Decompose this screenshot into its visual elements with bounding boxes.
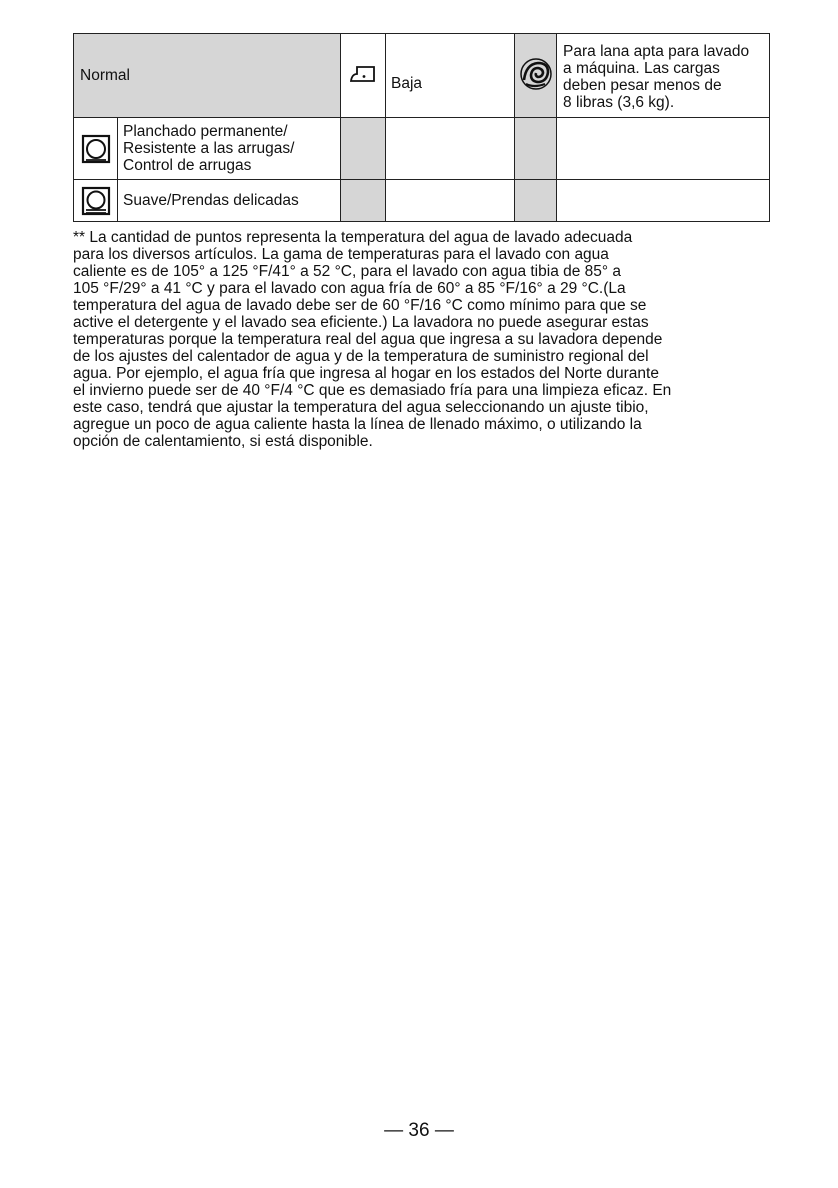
cycle-text-line: Control de arrugas (123, 157, 252, 174)
empty-cell (515, 118, 557, 180)
footnote (73, 229, 773, 450)
empty-cell (557, 180, 770, 222)
footnote-line: ** La cantidad de puntos representa la temperatura del agua de lavado adecuada (73, 229, 633, 246)
wool-text-line: deben pesar menos de (563, 76, 722, 94)
iron-low-icon (349, 64, 377, 84)
footnote-line: temperaturas porque la temperatura real del agua que ingresa a su lavadora depende (73, 331, 663, 348)
care-table (73, 33, 770, 222)
table-row (74, 180, 770, 222)
empty-cell (341, 180, 386, 222)
footnote-line: 105 °F/29° a 41 °C y para el lavado con agua fría de 60° a 85 °F/16° a 29 °C.(La (73, 280, 626, 297)
cycle-text-line: Resistente a las arrugas/ (123, 140, 295, 157)
empty-cell (557, 118, 770, 180)
footnote-line: el invierno puede ser de 40 °F/4 °C que es demasiado fría para una limpieza eficaz. En (73, 382, 672, 399)
footnote-line: para los diversos artículos. La gama de temperaturas para el lavado con agua (73, 246, 609, 263)
wool-icon-cell (515, 34, 557, 118)
wool-mark-icon (519, 57, 553, 91)
empty-cell (386, 118, 515, 180)
footnote-line: temperatura del agua de lavado debe ser de 60 °F/16 °C como mínimo para que se (73, 297, 647, 314)
footnote-line: opción de calentamiento, si está disponible. (73, 433, 373, 450)
wash-icon-cell (74, 118, 118, 180)
iron-cell (341, 34, 386, 118)
page-number: — 36 — (384, 1120, 454, 1141)
footnote-line: active el detergente y el lavado sea eficiente.) La lavadora no puede asegurar estas (73, 314, 649, 331)
footnote-line: agregue un poco de agua caliente hasta la línea de llenado máximo, o utilizando la (73, 416, 642, 433)
empty-cell (515, 180, 557, 222)
cycle-normal: Normal (74, 34, 341, 118)
empty-cell (341, 118, 386, 180)
empty-cell (386, 180, 515, 222)
table-row (74, 34, 770, 118)
wool-description (557, 34, 770, 118)
cycle-text-line: Planchado permanente/ (123, 123, 288, 140)
wool-text-line: 8 libras (3,6 kg). (563, 93, 675, 111)
cycle-delicate: Suave/Prendas delicadas (118, 180, 341, 222)
footnote-line: caliente es de 105° a 125 °F/41° a 52 °C, para el lavado con agua tibia de 85° a (73, 263, 622, 280)
permanent-press-icon (81, 134, 111, 164)
iron-temp-label: Baja (391, 75, 423, 92)
iron-temp-cell (386, 34, 515, 118)
wool-text-line: a máquina. Las cargas (563, 59, 720, 77)
footnote-line: este caso, tendrá que ajustar la temperatura del agua seleccionando un ajuste tibio, (73, 399, 649, 416)
wool-text-line: Para lana apta para lavado (563, 42, 750, 60)
table-row (74, 118, 770, 180)
wash-icon-cell (74, 180, 118, 222)
footnote-line: de los ajustes del calentador de agua y de la temperatura de suministro regional del (73, 348, 649, 365)
delicate-wash-icon (81, 186, 111, 216)
cycle-permanent-press (118, 118, 341, 180)
footnote-line: agua. Por ejemplo, el agua fría que ingresa al hogar en los estados del Norte durante (73, 365, 659, 382)
